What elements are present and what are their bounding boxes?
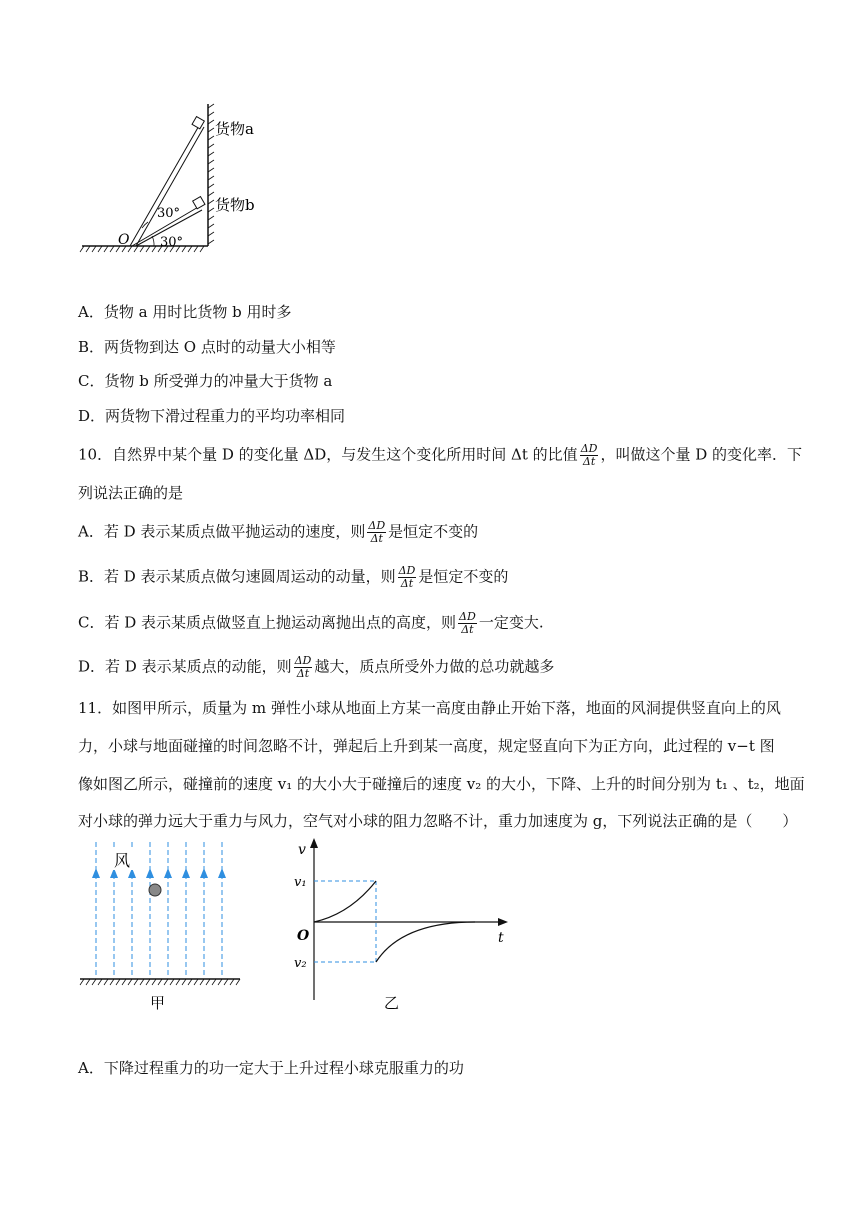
wind-label: 风 xyxy=(114,851,131,870)
t-axis-label: t xyxy=(498,930,504,946)
v2-label: v₂ xyxy=(294,956,307,971)
ball xyxy=(149,884,161,896)
q11-stem-line3: 像如图乙所示，碰撞前的速度 v₁ 的大小大于碰撞后的速度 v₂ 的大小，下降、上升的时间分别为 t₁ 、t₂，地面 xyxy=(78,775,805,793)
q9-option-c: C．货物 b 所受弹力的冲量大于货物 a xyxy=(78,372,333,390)
origin-label: O xyxy=(118,232,130,248)
q10-option-a: A．若 D 表示某质点做平抛运动的速度，则 $\frac{\Delta D}{\Delta t}$ 是恒定不变的 xyxy=(78,519,479,545)
q11-stem-line4: 对小球的弹力远大于重力与风力，空气对小球的阻力忽略不计，重力加速度为 g，下列说法正确的是（ ） xyxy=(78,812,798,830)
wind-tunnel-figure xyxy=(76,838,256,1018)
q10-stem-line1: 10．自然界中某个量 D 的变化量 ΔD，与发生这个变化所用时间 Δt 的比值 $\frac{\Delta D}{\Delta t}$ ，叫做这个量 D 的变化率．下 xyxy=(78,442,803,468)
v-axis-label: v xyxy=(298,842,306,858)
q11-stem-line1: 11．如图甲所示，质量为 m 弹性小球从地面上方某一高度由静止开始下落，地面的风洞提供竖直向上的风 xyxy=(78,699,781,717)
q10-option-c: C．若 D 表示某质点做竖直上抛运动离抛出点的高度，则 $\frac{\Delta D}{\Delta t}$ 一定变大. xyxy=(78,610,544,636)
caption-yi: 乙 xyxy=(384,994,400,1012)
angle-label-upper: 30° xyxy=(157,206,181,221)
vt-graph-figure xyxy=(290,836,520,1016)
origin-o-label: O xyxy=(297,928,310,944)
q11-stem-line2: 力，小球与地面碰撞的时间忽略不计，弹起后上升到某一高度，规定竖直向下为正方向，此过程的 v−t 图 xyxy=(78,737,775,755)
q11-option-a: A．下降过程重力的功一定大于上升过程小球克服重力的功 xyxy=(78,1059,464,1077)
v1-label: v₁ xyxy=(294,875,307,890)
q10-option-b: B．若 D 表示某质点做匀速圆周运动的动量，则 $\frac{\Delta D}{\Delta t}$ 是恒定不变的 xyxy=(78,564,509,590)
angle-label-lower: 30° xyxy=(160,235,184,250)
q9-option-d: D．两货物下滑过程重力的平均功率相同 xyxy=(78,407,346,425)
cargo-b-label: 货物b xyxy=(215,196,255,214)
incline-figure xyxy=(78,100,278,260)
q10-option-d: D．若 D 表示某质点的动能，则 $\frac{\Delta D}{\Delta t}$ 越大，质点所受外力做的总功就越多 xyxy=(78,654,555,680)
caption-jia: 甲 xyxy=(150,994,166,1012)
q10-fraction: $\frac{\Delta D}{\Delta t}$ xyxy=(580,442,598,468)
q10-stem-line2: 列说法正确的是 xyxy=(78,484,184,502)
q9-option-b: B．两货物到达 O 点时的动量大小相等 xyxy=(78,338,336,356)
q9-option-a: A．货物 a 用时比货物 b 用时多 xyxy=(78,303,292,321)
cargo-a-label: 货物a xyxy=(215,120,254,138)
